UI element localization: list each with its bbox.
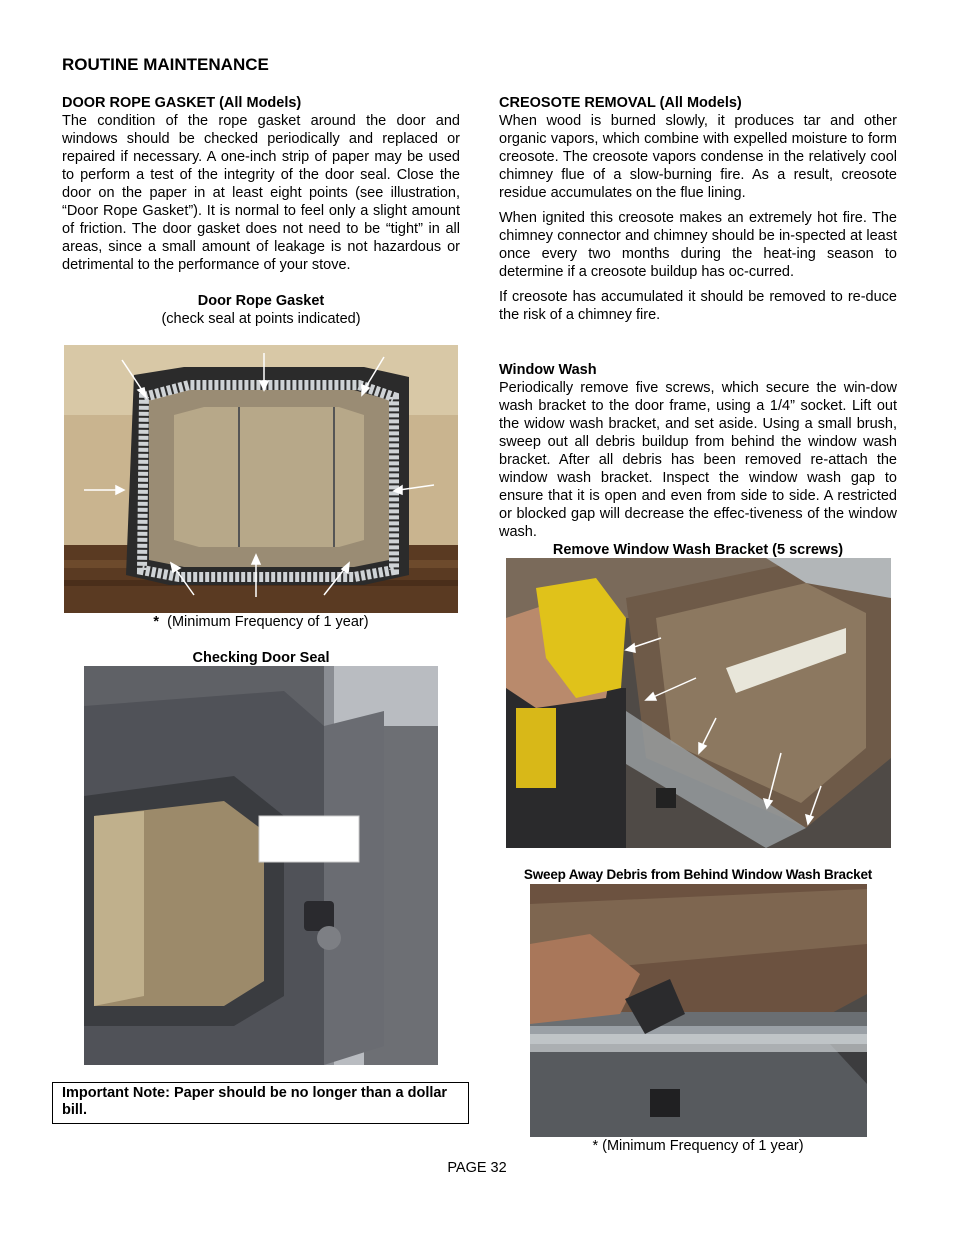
figure4-title: Sweep Away Debris from Behind Window Wash Bracket [523,867,873,882]
figure1-caption-text: (Minimum Frequency of 1 year) [167,614,369,630]
sweep-debris-photo [530,884,867,1137]
remove-window-wash-bracket-photo [506,558,891,848]
figure2-title: Checking Door Seal [192,650,330,666]
creosote-para-3: If creosote has accumulated it should be removed to re-duce the risk of a chimney fire. [499,289,897,323]
figure1-caption-star: * [153,614,160,630]
creosote-para-2: When ignited this creosote makes an extremely hot fire. The chimney connector and chimney should be in-spected at least once every two months during the heat-ing season to determine if a creosote buildup has oc-curred. [499,210,897,280]
figure1-caption [62,613,460,631]
page-number: PAGE 32 [447,1160,507,1176]
checking-door-seal-photo [84,666,438,1065]
figure4-caption: * (Minimum Frequency of 1 year) [592,1138,804,1154]
figure3-title: Remove Window Wash Bracket (5 screws) [552,542,844,558]
figure1-subtitle: (check seal at points indicated) [161,311,361,327]
creosote-para-1: When wood is burned slowly, it produces tar and other organic vapors, which combine with expelled moisture to form creosote. The creosote vapors condense in the relatively cool chimney flue of a slow-burning fire. As a result, creosote residue accumulates on the flue lining. [499,113,897,201]
important-note: Important Note: Paper should be no longer than a dollar bill. [52,1082,469,1124]
page-heading: ROUTINE MAINTENANCE [62,55,269,74]
creosote-title: CREOSOTE REMOVAL (All Models) [499,95,742,111]
door-gasket-title: DOOR ROPE GASKET (All Models) [62,95,302,111]
creosote-body [499,112,897,324]
door-rope-gasket-photo [64,345,458,613]
window-wash-paragraph: Periodically remove five screws, which secure the win-dow wash bracket to the door frame, using a 1/4” socket. Lift out the widow wash bracket, and set aside. Using a small brush, sweep out all debris buildup from behind the window wash bracket. After all debris has been removed re-attach the window wash bracket. Inspect the window wash gap to ensure that it is open and even from side to side. A restricted or blocked gap will decrease the effec-tiveness of the window wash. [499,380,897,540]
figure1-title: Door Rope Gasket [197,293,325,309]
window-wash-title: Window Wash [499,362,597,378]
door-gasket-paragraph: The condition of the rope gasket around the door and windows should be checked periodically and replaced or repaired if necessary. A one-inch strip of paper may be used to perform a test of the integrity of the door seal. Close the door on the paper in at least eight points (see illustration, “Door Rope Gasket”). It is normal to feel only a slight amount of friction. The door gasket does not need to be “tight” in all areas, since a small amount of leakage is not hazardous or detrimental to the performance of your stove. [62,113,460,273]
